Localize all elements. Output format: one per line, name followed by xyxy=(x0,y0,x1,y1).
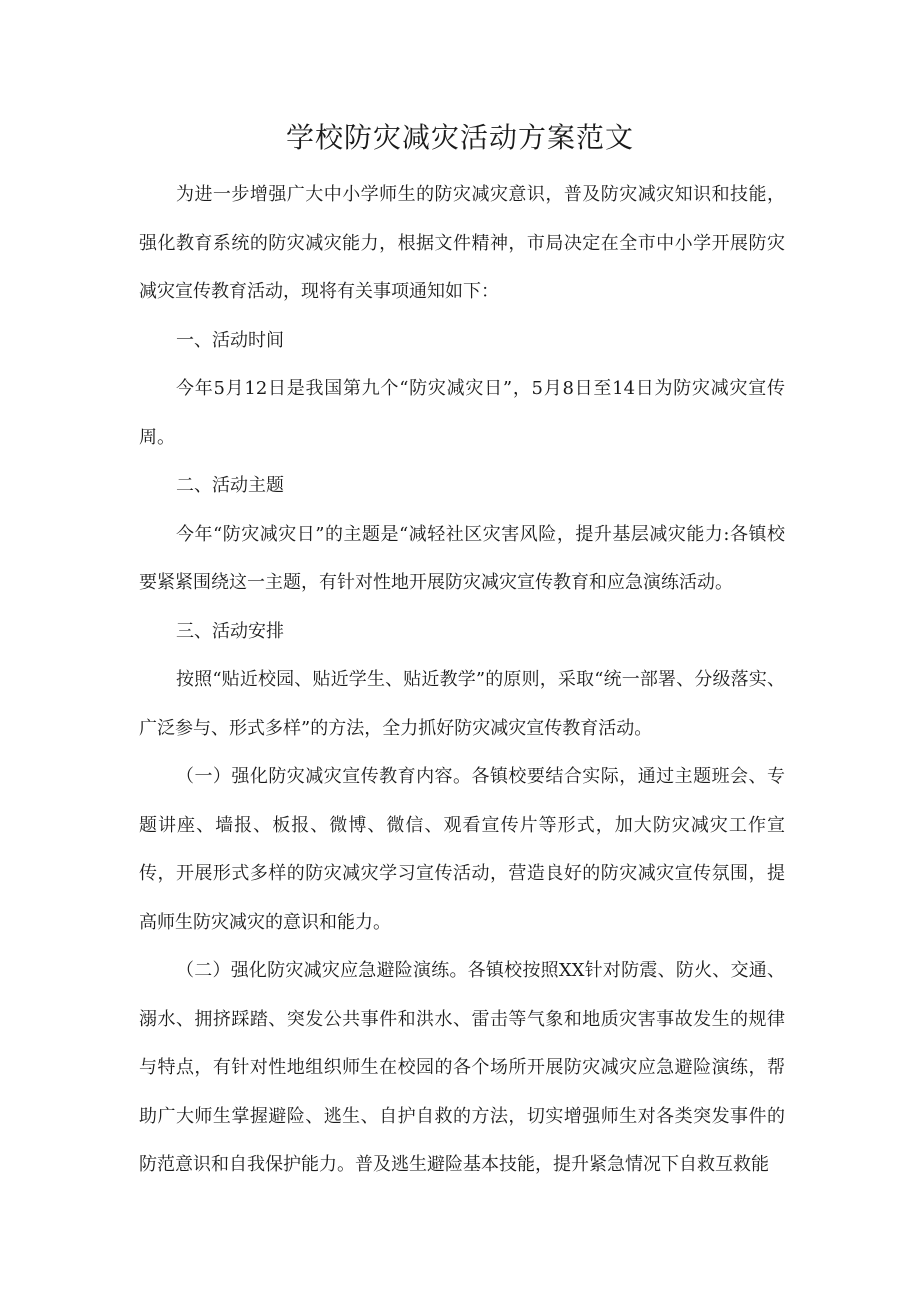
section-paragraph: 按照“贴近校园、贴近学生、贴近教学”的原则，采取“统一部署、分级落实、广泛参与、形式多样”的方法，全力抓好防灾减灾宣传教育活动。 xyxy=(139,669,785,739)
section-paragraph: 今年“防灾减灾日”的主题是“减轻社区灾害风险，提升基层减灾能力:各镇校要紧紧围绕这一主题，有针对性地开展防灾减灾宣传教育和应急演练活动。 xyxy=(139,523,785,593)
section-paragraph: （一）强化防灾减灾宣传教育内容。各镇校要结合实际，通过主题班会、专题讲座、墙报、板报、微博、微信、观看宣传片等形式，加大防灾减灾工作宣传，开展形式多样的防灾减灾学习宣传活动，营造良好的防灾减灾宣传氛围，提高师生防灾减灾的意识和能力。 xyxy=(139,766,785,933)
section-paragraph: 今年5月12日是我国第九个“防灾减灾日”，5月8日至14日为防灾减灾宣传周。 xyxy=(139,378,785,448)
intro-paragraph: 为进一步增强广大中小学师生的防灾减灾意识，普及防灾减灾知识和技能，强化教育系统的防灾减灾能力，根据文件精神，市局决定在全市中小学开展防灾减灾宣传教育活动，现将有关事项通知如下： xyxy=(139,184,785,302)
section-heading-activity-theme: 二、活动主题 xyxy=(176,475,284,496)
section-paragraph: （二）强化防灾减灾应急避险演练。各镇校按照XX针对防震、防火、交通、溺水、拥挤踩踏、突发公共事件和洪水、雷击等气象和地质灾害事故发生的规律与特点，有针对性地组织师生在校园的各个场所开展防灾减灾应急避险演练，帮助广大师生掌握避险、逃生、自护自救的方法，切实增强师生对各类突发事件的防范意识和自我保护能力。普及逃生避险基本技能，提升紧急情况下自救互救能 xyxy=(139,960,785,1175)
document-body xyxy=(139,171,785,1190)
section-heading-activity-arrangement: 三、活动安排 xyxy=(176,620,284,642)
section-heading-activity-time: 一、活动时间 xyxy=(176,329,284,351)
document-title: 学校防灾减灾活动方案范文 xyxy=(285,121,634,154)
